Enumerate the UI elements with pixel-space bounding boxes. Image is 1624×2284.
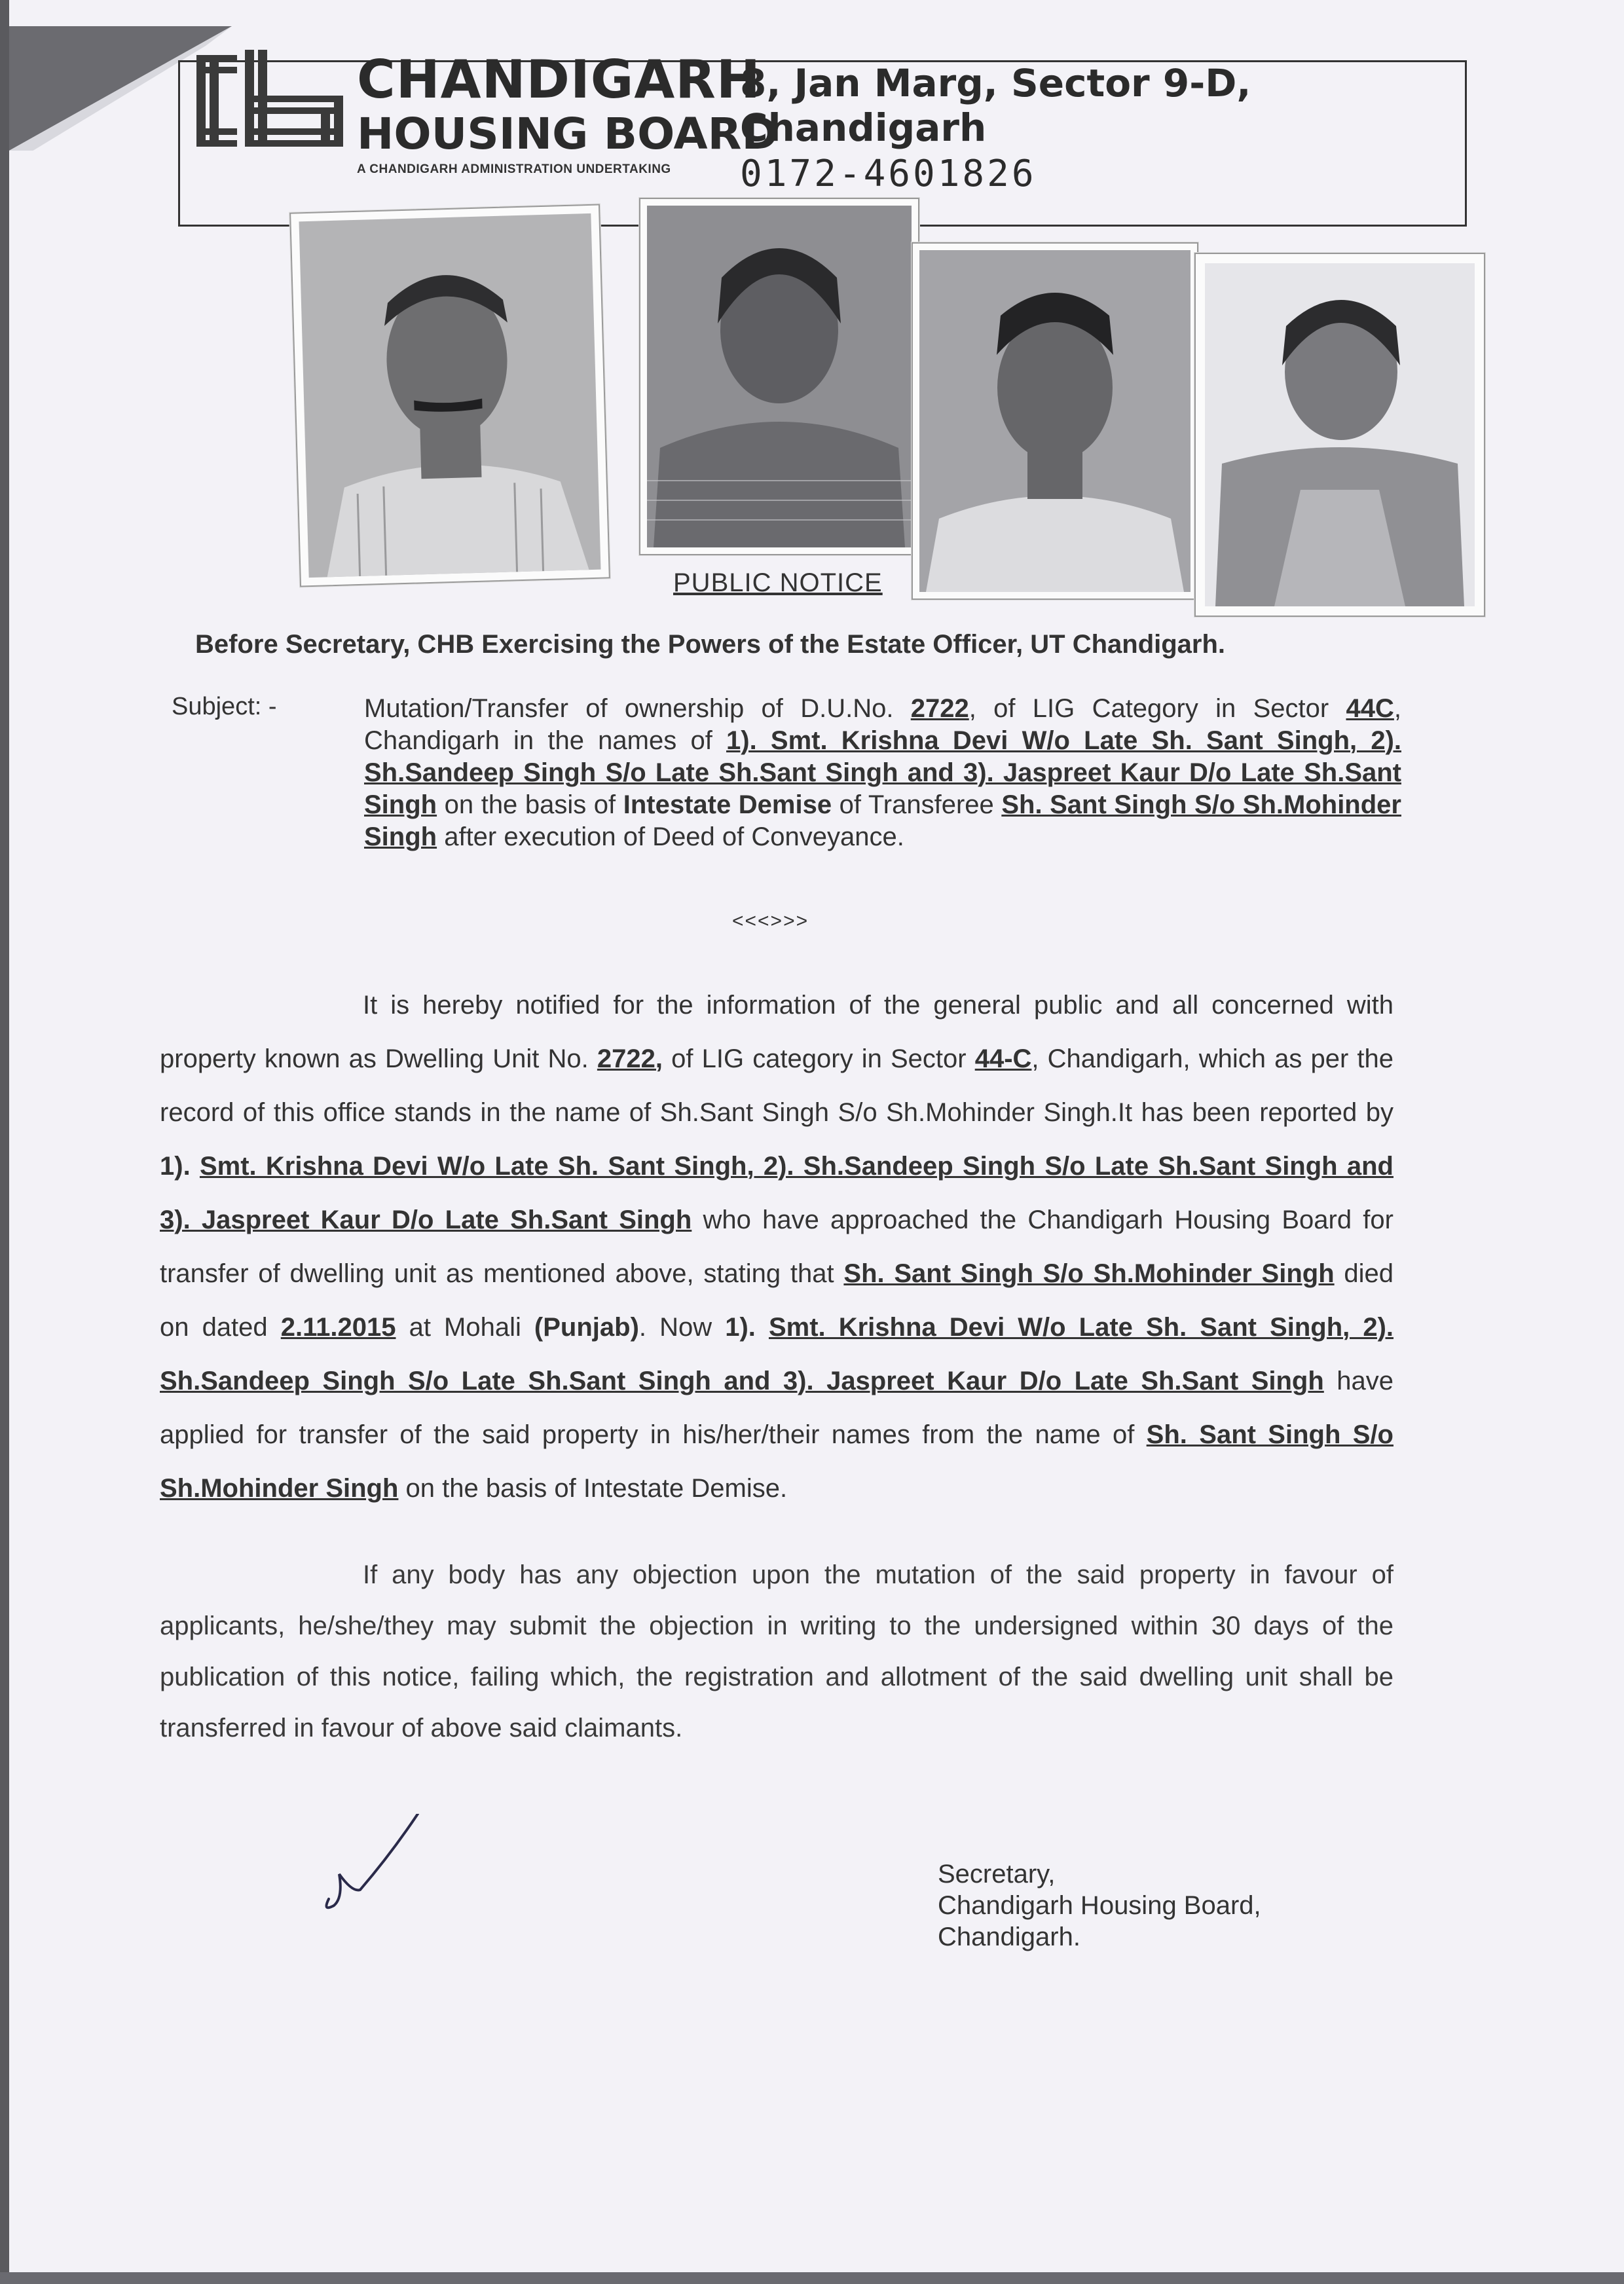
woman-portrait-icon — [640, 199, 918, 554]
signatory-block — [938, 1858, 1261, 1953]
transferee-name: Sh. Sant Singh S/o Sh.Mohinder Singh — [364, 790, 1401, 851]
authority-line: Before Secretary, CHB Exercising the Powers of the Estate Officer, UT Chandigarh. — [195, 630, 1226, 659]
applicant-names: 1). Smt. Krishna Devi W/o Late Sh. Sant Singh, 2). Sh.Sandeep Singh S/o Late Sh.Sant Singh and 3). Jaspreet Kaur D/o Late Sh.Sant Singh — [364, 726, 1401, 819]
du-number: 2722 — [910, 694, 969, 723]
applicant-photo-2 — [639, 198, 919, 555]
logo-tagline: A CHANDIGARH ADMINISTRATION UNDERTAKING — [357, 162, 671, 176]
subject-label: Subject: - — [172, 693, 277, 720]
signatory-title: Secretary, — [938, 1860, 1056, 1888]
separator: <<<>>> — [732, 910, 809, 932]
scan-edge-left — [0, 0, 9, 2284]
signatory-city: Chandigarh. — [938, 1923, 1080, 1951]
address-line-1: 8, Jan Marg, Sector 9-D, — [740, 61, 1251, 105]
applicant-photo-3 — [912, 242, 1198, 600]
phone-number: 0172-4601826 — [740, 153, 1037, 195]
young-man-portrait-icon — [913, 244, 1197, 599]
signature-mark — [320, 1814, 424, 1919]
address-line-2: Chandigarh — [740, 105, 987, 150]
man-portrait-icon — [291, 206, 609, 586]
chb-logo-icon — [196, 50, 344, 151]
logo-subtitle: HOUSING BOARD — [357, 109, 779, 159]
logo-title: CHANDIGARH — [357, 49, 761, 110]
scan-edge-bottom — [0, 2272, 1624, 2284]
young-woman-portrait-icon — [1196, 254, 1484, 616]
notice-paragraph-2: If any body has any objection upon the mutation of the said property in favour of applicants, he/she/they may submit the objection in writing to the undersigned within 30 days of the publication of this notice, failing which, the registration and allotment of the said dwelling unit shall be transferred in favour of above said claimants. — [160, 1560, 1393, 1742]
notice-paragraph-1: It is hereby notified for the information of the general public and all concerned with property known as Dwelling Unit No. 2722, of LIG category in Sector 44-C, Chandigarh, which as per the record of this office stands in the name of Sh.Sant Singh S/o Sh.Mohinder Singh.It has been reported by 1). Smt. Krishna Devi W/o Late Sh. Sant Singh, 2). Sh.Sandeep Singh S/o Late Sh.Sant Singh and 3). Jaspreet Kaur D/o Late Sh.Sant Singh who have approached the Chandigarh Housing Board for transfer of dwelling unit as mentioned above, stating that Sh. Sant Singh S/o Sh.Mohinder Singh died on dated 2.11.2015 at Mohali (Punjab). Now 1). Smt. Krishna Devi W/o Late Sh. Sant Singh, 2). Sh.Sandeep Singh S/o Late Sh.Sant Singh and 3). Jaspreet Kaur D/o Late Sh.Sant Singh have applied for transfer of the said property in his/her/their names from the name of Sh. Sant Singh S/o Sh.Mohinder Singh on the basis of Intestate Demise. — [160, 991, 1394, 1503]
signatory-org: Chandigarh Housing Board, — [938, 1891, 1261, 1920]
applicant-photo-4 — [1194, 253, 1485, 617]
applicant-photo-1 — [289, 204, 610, 587]
sector-number: 44C — [1346, 694, 1394, 723]
subject-text: Mutation/Transfer of ownership of D.U.No. 2722, of LIG Category in Sector 44C, Chandigarh in the names of 1). Smt. Krishna Devi W/o Late Sh. Sant Singh, 2). Sh.Sandeep Singh S/o Late Sh.Sant Singh and 3). Jaspreet Kaur D/o Late Sh.Sant Singh on the basis of Intestate Demise of Transferee Sh. Sant Singh S/o Sh.Mohinder Singh after execution of Deed of Conveyance. — [364, 694, 1402, 851]
notice-title: PUBLIC NOTICE — [673, 568, 883, 597]
